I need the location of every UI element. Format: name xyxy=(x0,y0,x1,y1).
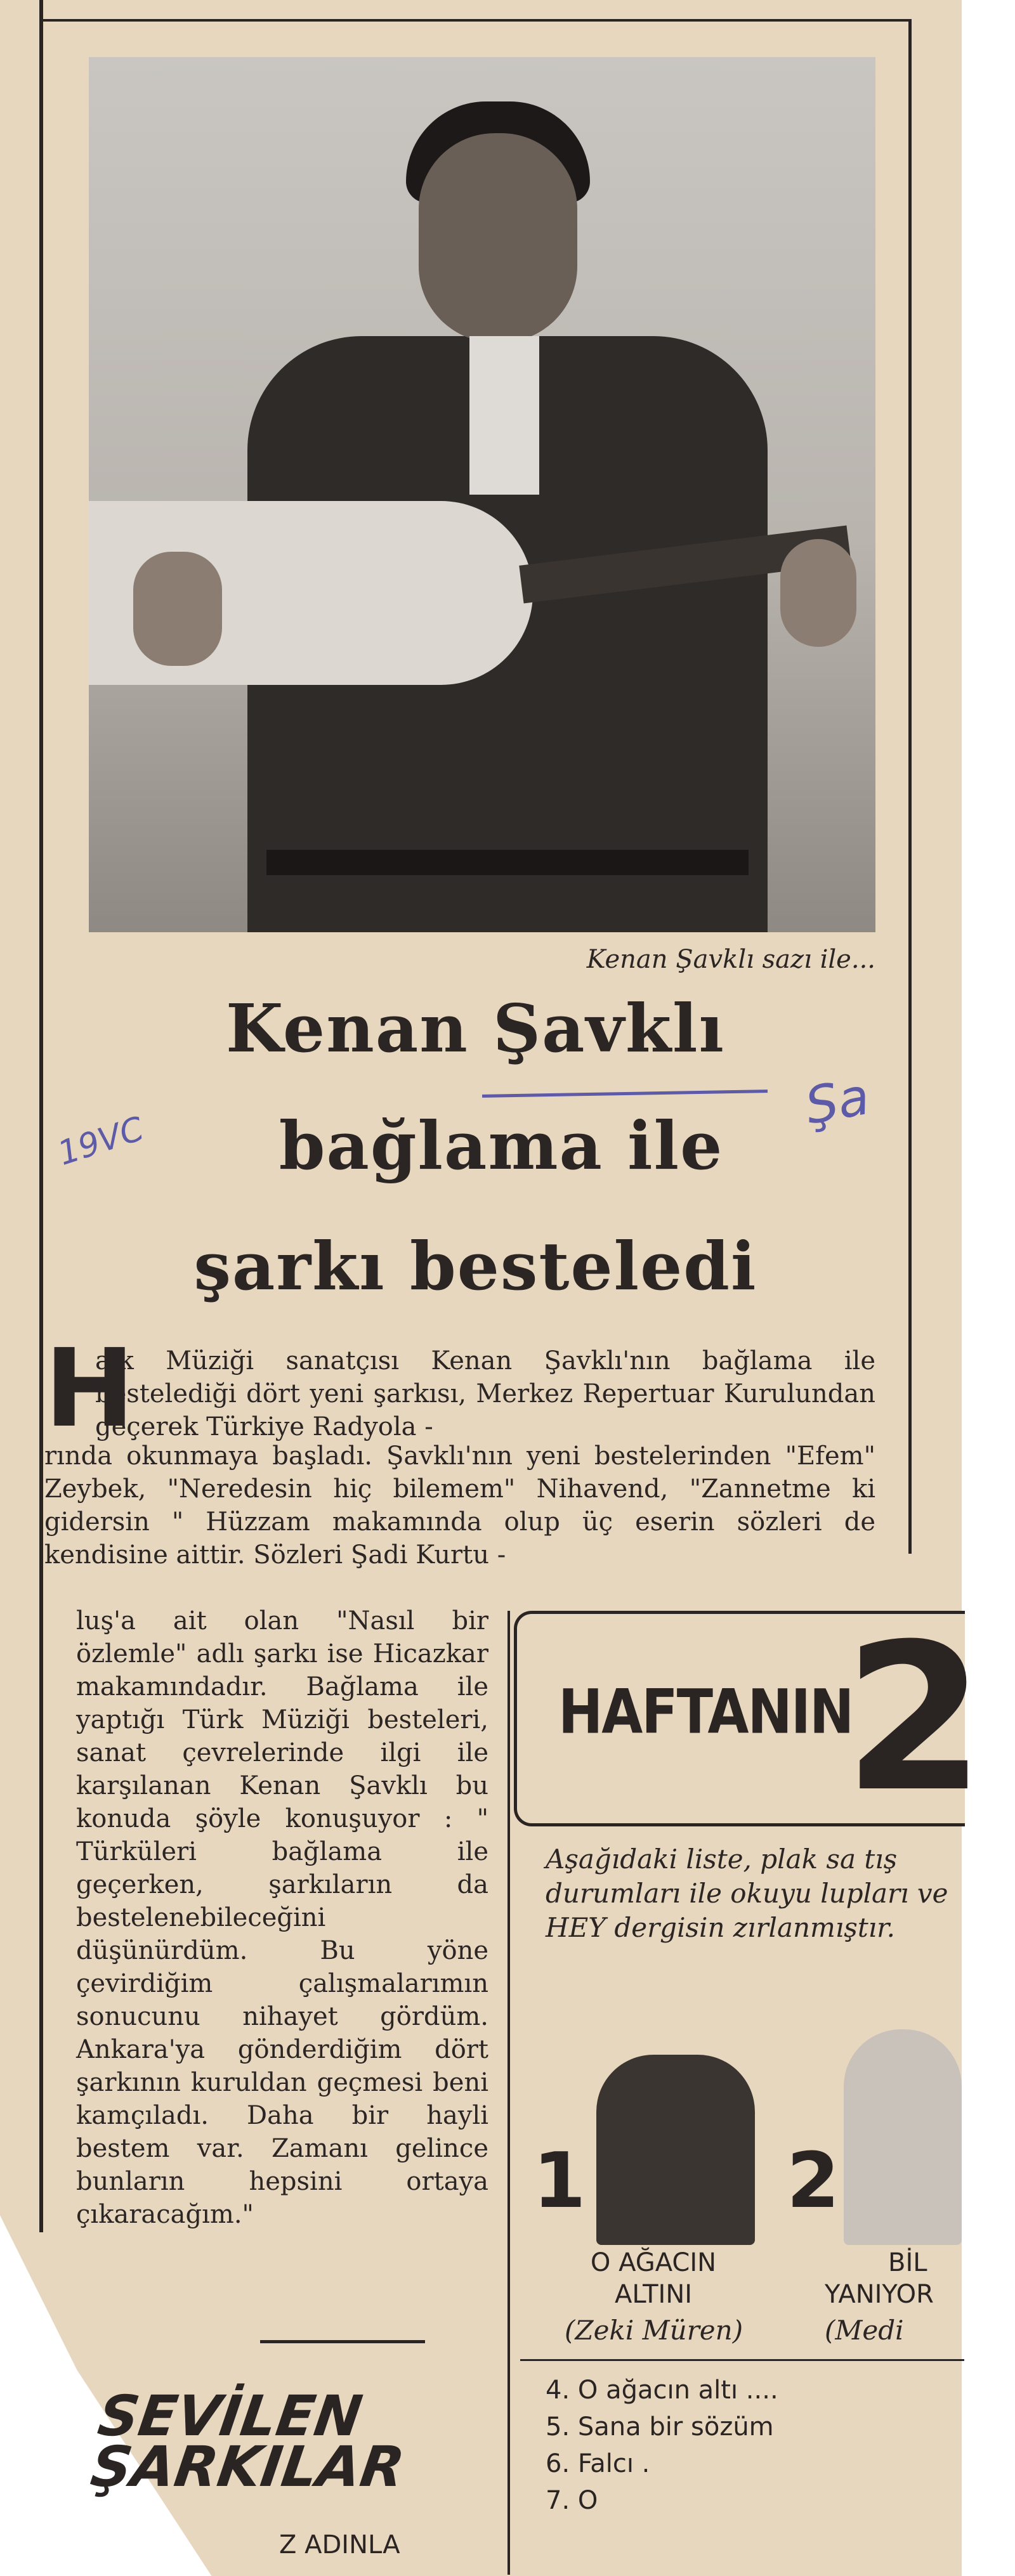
haftanin-title: HAFTANIN xyxy=(558,1675,853,1748)
artist-name: (Zeki Müren) xyxy=(565,2315,743,2346)
column-rule xyxy=(508,1611,510,2575)
divider xyxy=(520,2359,964,2361)
photo-caption: Kenan Şavklı sazı ile... xyxy=(586,945,875,974)
portrait-photo xyxy=(89,57,875,932)
rank-number: 1 xyxy=(533,2137,586,2225)
song-title: ALTINI xyxy=(614,2280,693,2309)
handwritten-note-left: 19VC xyxy=(53,1110,148,1173)
chart-intro: Aşağıdaki liste, plak sa tış durumları ile okuyu lupları ve HEY dergisin zırlanmıştır. xyxy=(546,1844,948,1943)
haftanin-number: 2 xyxy=(844,1601,985,1837)
article-lead: alk Müziği sanatçısı Kenan Şavklı'nın bağlama ile bestelediği dört yeni şarkısı, Merkez Repertuar Kurulundan geçerek Türkiye Radyola - xyxy=(95,1346,875,1441)
sevilen-sarkilar-logo xyxy=(87,2383,415,2499)
article-paragraph: rında okunmaya başladı. Şavklı'nın yeni bestelerinden "Efem" Zeybek, "Neredesin hiç bilemem" Nihavend, "Zannetme ki gidersin " Hüzzam makamında olup üç eserin sözleri de kendisine aittir. Sözleri Şadi Kurtu - xyxy=(44,1441,875,1570)
list-item: 5. Sana bir sözüm xyxy=(546,2412,774,2442)
artist-name: (Medi xyxy=(825,2315,904,2346)
drop-cap: H xyxy=(44,1326,135,1452)
photo-hand xyxy=(133,552,222,666)
photo-hand xyxy=(780,539,856,647)
headline-line-1: Kenan Şavklı xyxy=(225,989,726,1067)
column-rule xyxy=(39,0,43,2232)
divider xyxy=(260,2340,425,2343)
song-title: O AĞACIN xyxy=(590,2248,717,2277)
artist-photo xyxy=(844,2029,962,2245)
list-item: 4. O ağacın altı .... xyxy=(546,2376,778,2405)
song-title: YANIYOR xyxy=(825,2280,934,2309)
handwritten-note-right: Şa xyxy=(801,1067,874,1136)
headline-line-3: şarkı besteledi xyxy=(193,1227,757,1305)
headline-line-2: bağlama ile xyxy=(278,1107,724,1185)
top-rule xyxy=(39,19,912,22)
list-item: 6. Falcı . xyxy=(546,2449,650,2478)
logo-line: ŞARKILAR xyxy=(87,2434,409,2499)
rank-number: 2 xyxy=(787,2137,840,2225)
list-item: 7. O xyxy=(546,2486,598,2515)
photo-figure-head xyxy=(419,133,577,342)
article-column: luş'a ait olan "Nasıl bir özlemle" adlı şarkı ise Hicazkar makamındadır. Bağlama ile yaptığı Türk Müziği besteleri, sanat çevrelerinde ilgi ile karşılanan Kenan Şavklı bu konuda şöyle konuşuyor : " Türküleri bağlama ile geçerken, şarkıların da bestelenebileceğini düşünürdüm. Bu yöne çevirdiğim çalışmalarımın sonucunu nihayet gördüm. Ankara'ya gönderdiğim dört şarkının kuruldan geçmesi beni kamçıladı. Daha bir hayli bestem var. Zamanı gelince bunların hepsini ortaya çıkaracağım." xyxy=(76,1606,488,2229)
logo-line: SEVİLEN xyxy=(94,2383,367,2449)
footer-text: Z ADINLA xyxy=(279,2530,400,2560)
column-rule xyxy=(908,19,912,1554)
artist-photo xyxy=(596,2055,755,2245)
chart-list xyxy=(546,2372,778,2519)
song-title: BİL xyxy=(888,2248,927,2277)
photo-chair xyxy=(266,850,749,875)
photo-figure-shirt xyxy=(469,336,539,495)
